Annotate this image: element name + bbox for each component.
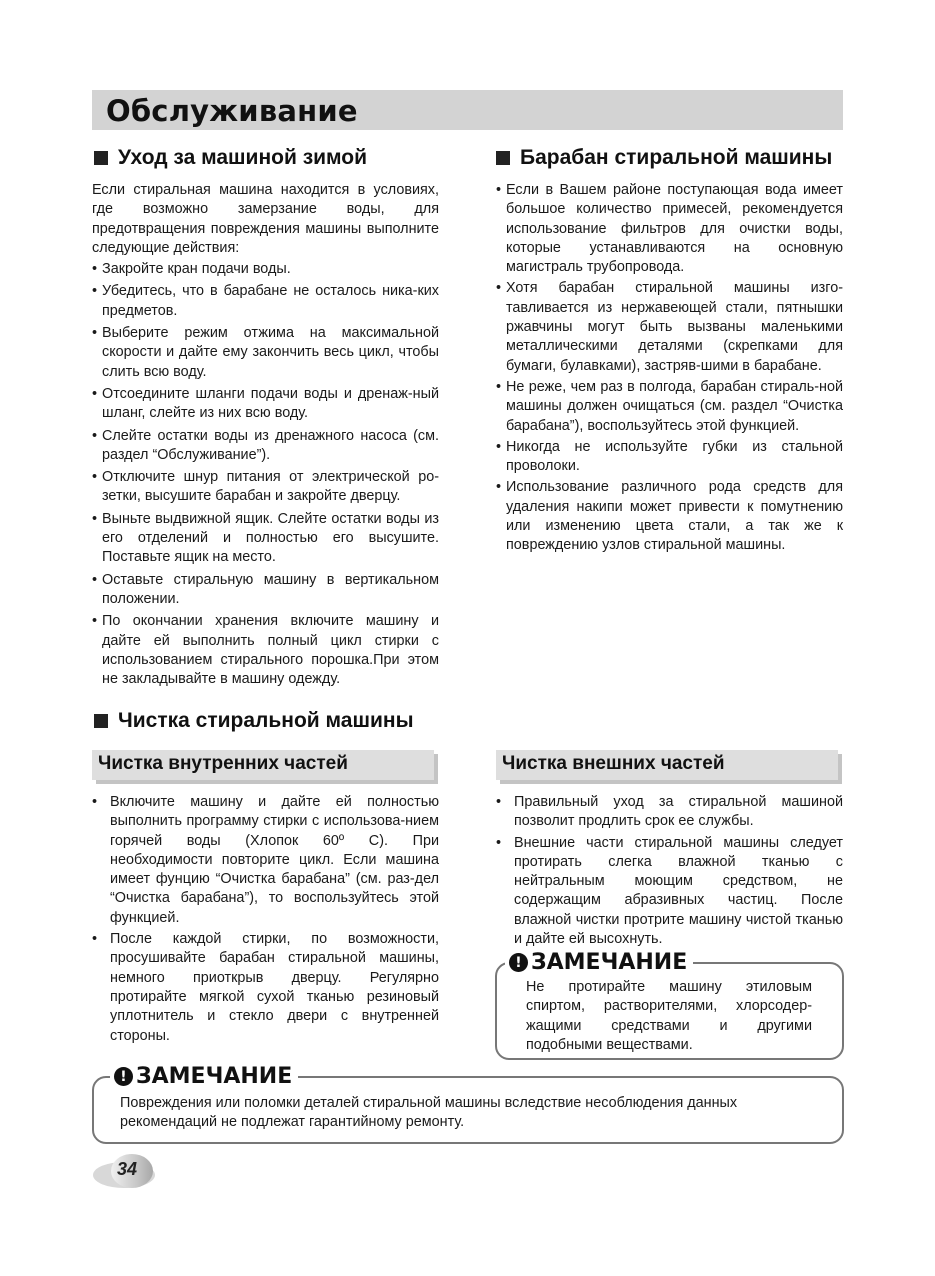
exclamation-circle-icon: ! — [114, 1067, 133, 1086]
winter-intro: Если стиральная машина находится в условиях, где возможно замерзание воды, для предотвращения повреждения машины выполните следующие действия: — [92, 182, 439, 256]
inner-column — [92, 793, 439, 1048]
list-item: • Хотя барабан стиральной машины изго-тавливается из нержавеющей стали, пятнышки ржавчины могут быть вызваны маленькими металлическими деталями (скрепками для бумаги, булавками), застряв-шими в барабане. — [496, 280, 843, 374]
list-item: • Правильный уход за стиральной машиной позволит продлить срок ее службы. — [496, 794, 843, 830]
outer-column — [496, 793, 843, 951]
list-item: • После каждой стирки, по возможности, просушивайте барабан стиральной машины, немного приоткрыв дверцу. Регулярно протирайте мягкой сухой тканью резиновый уплотнитель и стекло двери с внутренней стороны. — [92, 931, 439, 1044]
list-item: • Отключите шнур питания от электрической ро-зетки, высушите барабан и закройте дверцу. — [92, 469, 439, 505]
list-item: • Оставьте стиральную машину в вертикальном положении. — [92, 571, 439, 607]
section-title-cleaning — [94, 709, 414, 733]
page-number: 34 — [117, 1159, 138, 1179]
square-bullet-icon — [94, 714, 108, 728]
winter-list — [92, 260, 439, 689]
drum-list — [496, 181, 843, 556]
list-item: • По окончании хранения включите машину и дайте ей выполнить полный цикл стирки с использованием стирального порошка.При этом не закладывайте в машину одежду. — [92, 613, 439, 688]
subsection-title-text: Чистка внутренних частей — [98, 753, 348, 774]
note-label: ! ЗАМЕЧАНИЕ — [110, 1064, 298, 1089]
list-item: • Выньте выдвижной ящик. Слейте остатки воды из его отделений и полностью его высушите. Поставьте ящик на место. — [92, 510, 439, 566]
note-text: Повреждения или поломки деталей стиральной машины вследствие несоблюдения данных рекомендаций не подлежат гарантийному ремонту. — [120, 1095, 738, 1131]
note-label: ! ЗАМЕЧАНИЕ — [505, 950, 693, 975]
list-item: • Отсоедините шланги подачи воды и дренаж-ный шланг, слейте из них всю воду. — [92, 385, 439, 422]
list-item: • Внешние части стиральной машины следует протирать слегка влажной тканью с нейтральным моющим средством, не содержащим абразивных частиц. После влажной чистки протрите машину чистой тканью и дайте ей высохнуть. — [496, 834, 843, 948]
page-number-badge — [92, 1150, 156, 1190]
drum-column — [496, 181, 843, 558]
list-item: • Использование различного рода средств для удаления накипи может привести к помутнению или изменению цвета стали, а так же к повреждению узлов стиральной машины. — [496, 479, 843, 554]
list-item: • Выберите режим отжима на максимальной скорости и дайте ему закончить весь цикл, чтобы слить всю воду. — [92, 325, 439, 380]
section-title-drum — [496, 146, 832, 170]
list-item: • Убедитесь, что в барабане не осталось ника-ких предметов. — [92, 283, 439, 319]
list-item: • Никогда не используйте губки из стальной проволоки. — [496, 438, 843, 475]
outer-list — [496, 793, 843, 949]
page-header — [92, 90, 843, 130]
subsection-title-inner — [92, 750, 434, 780]
exclamation-circle-icon: ! — [509, 953, 528, 972]
list-item: • Слейте остатки воды из дренажного насоса (см. раздел “Обслуживание”). — [92, 427, 439, 463]
winter-column — [92, 181, 439, 692]
list-item: • Если в Вашем районе поступающая вода имеет большое количество примесей, рекомендуется использование фильтров для очистки воды, которые устанавливаются на основную магистраль трубопровода. — [496, 182, 843, 276]
subsection-title-text: Чистка внешних частей — [502, 753, 725, 774]
page-title: Обслуживание — [106, 94, 358, 128]
square-bullet-icon — [496, 151, 510, 165]
section-title-winter — [94, 146, 367, 170]
section-title-text: Чистка стиральной машины — [118, 709, 414, 732]
list-item: • Не реже, чем раз в полгода, барабан стираль-ной машины должен очищаться (см. раздел “Очистка барабана”), воспользуйтесь этой функцией. — [496, 378, 843, 434]
list-item: • Закройте кран подачи воды. — [92, 261, 291, 278]
inner-list — [92, 793, 439, 1046]
subsection-title-outer — [496, 750, 838, 780]
section-title-text: Барабан стиральной машины — [520, 146, 833, 169]
square-bullet-icon — [94, 151, 108, 165]
note-text: Не протирайте машину этиловым спиртом, растворителями, хлорсодер-жащими средствами и другими подобными веществами. — [526, 979, 812, 1053]
list-item: • Включите машину и дайте ей полностью выполнить программу стирки с использова-нием горячей воды (Хлопок 60º С). При необходимости повторите цикл. Если машина имеет фунцию “Очистка барабана” (см. раз-дел “Очистка барабана”), то воспользуйтесь этой функцией. — [92, 794, 439, 926]
section-title-text: Уход за машиной зимой — [118, 146, 368, 169]
